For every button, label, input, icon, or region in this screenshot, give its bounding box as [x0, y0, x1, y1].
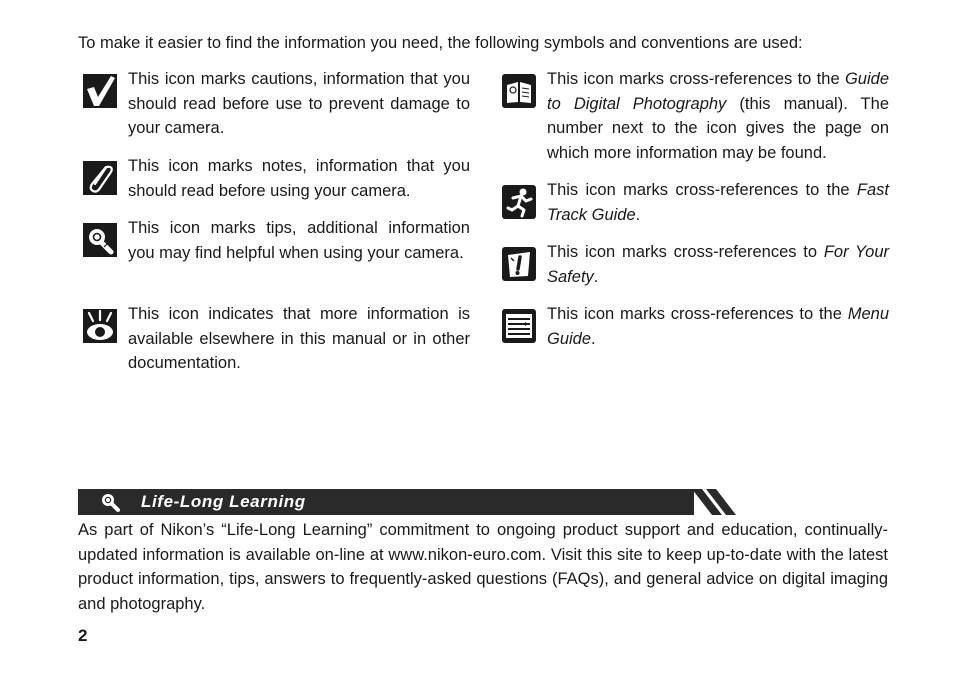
menu-guide-text: This icon marks cross-references to the Menu Guide.	[547, 305, 889, 348]
section-title: Life-Long Learning	[141, 492, 306, 511]
checkmark-icon	[82, 73, 118, 109]
section-header-decoration	[692, 489, 740, 515]
reference-entry	[82, 302, 470, 376]
lightbulb-icon	[82, 222, 118, 258]
note-text: This icon marks notes, information that you should read before using your camera.	[128, 157, 470, 200]
menu-list-icon	[501, 308, 537, 344]
fast-track-text: This icon marks cross-references to the Fast Track Guide.	[547, 181, 889, 224]
book-icon	[501, 73, 537, 109]
menu-guide-entry	[501, 302, 889, 351]
warning-exclamation-icon	[501, 246, 537, 282]
paperclip-icon	[82, 160, 118, 196]
guide-reference-text: This icon marks cross-references to the Guide to Digital Photography (this manual). The number next to the icon gives the page on which more information may be found.	[547, 70, 889, 162]
page-number: 2	[78, 626, 88, 645]
lightbulb-icon	[98, 491, 122, 513]
safety-entry	[501, 240, 889, 289]
fast-track-entry	[501, 178, 889, 227]
reference-text: This icon indicates that more information is available elsewhere in this manual or in other documentation.	[128, 305, 470, 372]
safety-text: This icon marks cross-references to For Your Safety.	[547, 243, 889, 286]
section-header	[78, 489, 740, 515]
running-figure-icon	[501, 184, 537, 220]
eye-icon	[82, 308, 118, 344]
section-body: As part of Nikon’s “Life-Long Learning” commitment to ongoing product support and education, continually-updated information is available on-line at www.nikon-euro.com. Visit this site to keep up-to-date with the latest product information, tips, answers to frequently-asked questions (FAQs), and general advice on digital imaging and photography.	[78, 521, 888, 613]
tip-entry	[82, 216, 470, 265]
intro-text: To make it easier to find the information you need, the following symbols and conventions are used:	[78, 34, 803, 52]
caution-text: This icon marks cautions, information that you should read before use to prevent damage to your camera.	[128, 70, 470, 137]
tip-text: This icon marks tips, additional information you may find helpful when using your camera.	[128, 219, 470, 262]
guide-reference-entry	[501, 67, 889, 165]
note-entry	[82, 154, 470, 203]
caution-entry	[82, 67, 470, 141]
